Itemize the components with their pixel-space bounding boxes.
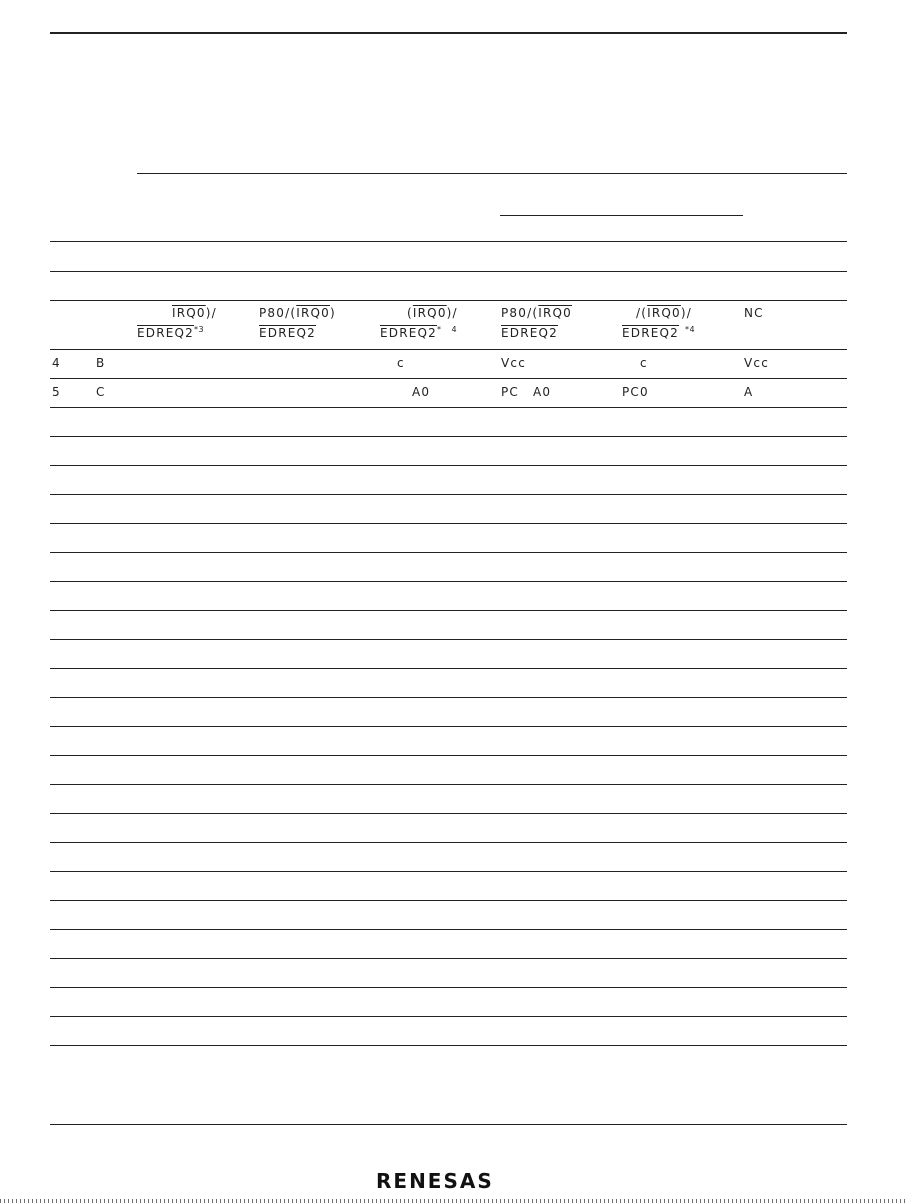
table-row-rule bbox=[50, 842, 847, 843]
table-row-rule bbox=[50, 639, 847, 640]
table-subheader-rule bbox=[500, 215, 743, 216]
table-row-rule bbox=[50, 668, 847, 669]
scan-edge bbox=[0, 1199, 908, 1203]
table-row-rule bbox=[50, 958, 847, 959]
row-b-c5: c bbox=[640, 356, 648, 370]
separator: )/ bbox=[205, 306, 217, 320]
edreq-signal: EDREQ2 bbox=[380, 326, 438, 340]
table-row-rule bbox=[50, 726, 847, 727]
row-c-number: 5 bbox=[52, 385, 61, 399]
edreq-signal: EDREQ2 bbox=[137, 326, 195, 340]
table-header-rule bbox=[137, 173, 847, 174]
table-row-rule bbox=[50, 813, 847, 814]
table-row-rule bbox=[50, 581, 847, 582]
row-c-c4a: PC bbox=[501, 385, 520, 399]
row-b-c4: Vcc bbox=[501, 356, 527, 370]
pin-prefix: ( bbox=[407, 306, 413, 320]
table-row-rule bbox=[50, 755, 847, 756]
cell-irq-c3-line1 bbox=[407, 306, 458, 320]
cell-irq-c2-line2 bbox=[259, 326, 316, 340]
cell-irq-c6: NC bbox=[744, 306, 764, 320]
edreq-signal: EDREQ2 bbox=[259, 326, 317, 340]
row-c-letter: C bbox=[96, 385, 106, 399]
header-rule bbox=[50, 32, 847, 34]
row-c-c5: PC0 bbox=[622, 385, 649, 399]
table-row-rule bbox=[50, 523, 847, 524]
table-row-rule bbox=[50, 697, 847, 698]
row-b-letter: B bbox=[96, 356, 106, 370]
logo-text: RENESAS bbox=[376, 1169, 494, 1192]
pin-prefix: P80/( bbox=[501, 306, 539, 320]
cell-irq-c3-line2 bbox=[380, 326, 457, 340]
table-bottom-rule bbox=[50, 1045, 847, 1046]
table-row-rule bbox=[50, 552, 847, 553]
table-row-rule bbox=[50, 900, 847, 901]
row-c-c6: A bbox=[744, 385, 754, 399]
table-row-rule bbox=[50, 271, 847, 272]
cell-irq-c1-line1 bbox=[172, 306, 217, 320]
table-row-rule bbox=[50, 871, 847, 872]
table-row-rule bbox=[50, 784, 847, 785]
edreq-signal: EDREQ2 bbox=[501, 326, 559, 340]
separator: )/ bbox=[680, 306, 693, 320]
footer-rule bbox=[50, 1124, 847, 1125]
table-row-rule bbox=[50, 465, 847, 466]
footnote-ref: *3 bbox=[194, 325, 205, 334]
row-b-c6: Vcc bbox=[744, 356, 770, 370]
footnote-ref: *4 bbox=[685, 325, 696, 334]
table-row-rule bbox=[50, 241, 847, 242]
cell-irq-c1-line2 bbox=[137, 326, 204, 340]
row-c-c3: A0 bbox=[412, 385, 431, 399]
irq-signal: IRQ0 bbox=[538, 306, 572, 320]
table-row-rule bbox=[50, 436, 847, 437]
separator: )/ bbox=[446, 306, 458, 320]
edreq-signal: EDREQ2 bbox=[622, 326, 680, 340]
table-row-rule bbox=[50, 610, 847, 611]
pin-prefix: P80/( bbox=[259, 306, 297, 320]
row-c-c4b: A0 bbox=[533, 385, 552, 399]
irq-signal: IRQ0 bbox=[412, 306, 447, 320]
cell-irq-c4-line2 bbox=[501, 326, 558, 340]
cell-irq-c2-line1 bbox=[259, 306, 336, 320]
table-row-rule bbox=[50, 378, 847, 379]
row-b-c3: c bbox=[397, 356, 405, 370]
irq-signal: IRQ0 bbox=[296, 306, 330, 320]
table-row-rule bbox=[50, 300, 847, 301]
renesas-logo bbox=[376, 1168, 526, 1192]
cell-irq-c5-line2 bbox=[622, 326, 695, 340]
table-row-rule bbox=[50, 494, 847, 495]
table-row-rule bbox=[50, 929, 847, 930]
footnote-star: * bbox=[437, 325, 442, 334]
cell-irq-c4-line1 bbox=[501, 306, 572, 320]
cell-irq-c5-line1 bbox=[636, 306, 692, 320]
table-row-rule bbox=[50, 349, 847, 350]
table-row-rule bbox=[50, 1016, 847, 1017]
row-b-number: 4 bbox=[52, 356, 61, 370]
separator: ) bbox=[330, 306, 336, 320]
footnote-num: 4 bbox=[451, 325, 458, 334]
irq-signal: IRQ0 bbox=[647, 306, 681, 320]
table-row-rule bbox=[50, 407, 847, 408]
pin-prefix: /( bbox=[636, 306, 648, 320]
table-row-rule bbox=[50, 987, 847, 988]
irq-signal: IRQ0 bbox=[172, 306, 206, 320]
